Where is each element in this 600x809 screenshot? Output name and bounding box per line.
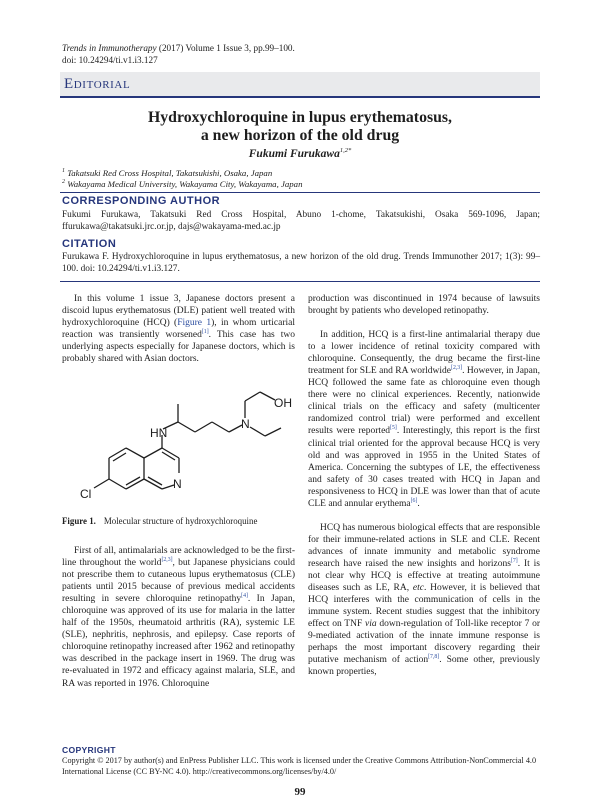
author-line: [60, 147, 540, 160]
ref-link[interactable]: [4]: [241, 593, 248, 600]
journal-name: Trends in Immunotherapy: [62, 43, 157, 53]
ref-link[interactable]: [6]: [410, 497, 418, 504]
col1-paragraph-2: [62, 545, 295, 690]
ref-link[interactable]: [7]: [510, 557, 518, 564]
text-segment: . It is not clear why HCQ is effective at treating autoimmune diseases such as LE, RA,: [308, 558, 541, 594]
affiliation-1-mark: 1: [62, 168, 65, 174]
ref-link[interactable]: [7,8]: [428, 654, 440, 661]
corresponding-text: Fukumi Furukawa, Takatsuki Red Cross Hospital, Abuno 1-chome, Takatsukishi, Osaka 569-1096, Japan; ffurukawa@takatsuki.jrc.or.jp, dajs@wakayama-med.ac.jp: [62, 210, 540, 232]
affiliation-1-text: Takatsuki Red Cross Hospital, Takatsukishi, Osaka, Japan: [67, 167, 273, 178]
affiliation-2-text: Wakayama Medical University, Wakayama City, Wakayama, Japan: [67, 178, 303, 189]
ref-link[interactable]: [1]: [201, 328, 209, 335]
amine-n-label: N: [241, 417, 250, 431]
col2-paragraph-0: production was discontinued in 1974 because of lawsuits brought by patients who developed retinopathy.: [308, 294, 540, 317]
oh-label: OH: [274, 396, 292, 410]
text-segment: In addition, HCQ is a first-line antimalarial therapy due to a lower incidence of retinal toxicity compared with chloroquine. Consequently, the drug became the first-line treatment for SLE and RA worldwide: [308, 330, 540, 377]
text-segment: . This case has two underlying aspects especially for Japanese doctors, which is probably shared with Asian doctors.: [62, 330, 295, 365]
title-line-1: Hydroxychloroquine in lupus erythematosus,: [148, 109, 452, 126]
text-segment: down-regulation of Toll-like receptor 7 or 9-mediated activation of the innate immune response is perhaps the most important discovery regarding their putative mechanism of action: [308, 619, 540, 666]
section-label: Editorial: [64, 76, 131, 92]
figure-1-link[interactable]: Figure 1: [177, 318, 212, 329]
author-name: Fukumi Furukawa: [248, 147, 340, 160]
affiliation-2-mark: 2: [62, 179, 65, 185]
text-segment: etc: [412, 583, 424, 594]
copyright-heading: COPYRIGHT: [62, 745, 116, 755]
affiliation-2: [62, 177, 302, 190]
hn-label: HN: [150, 426, 168, 440]
citation-text: Furukawa F. Hydroxychloroquine in lupus erythematosus, a new horizon of the old drug. Trends Immunother 2017; 1(3): 99–100. doi: 10.24294/ti.v1.i3.127.: [62, 252, 540, 274]
figure-caption-label: Figure 1.: [62, 516, 96, 526]
article-title: [60, 109, 540, 145]
page-number: 99: [294, 786, 306, 798]
text-segment: In this volume 1 issue 3, Japanese doctors present a discoid lupus erythematosus (DLE) patient well treated with hydroxychloroquine (HCQ) (: [62, 294, 295, 329]
copyright-text: Copyright © 2017 by author(s) and EnPress Publisher LLC. This work is licensed under the Creative Commons Attribution-NonCommercial 4.0 International License (CC BY-NC 4.0). http://creativecommons.org/licenses/by/4.0/: [62, 756, 537, 776]
text-segment: ), in whom urticarial reaction was transiently worsened: [62, 318, 295, 341]
figure-caption: [62, 516, 257, 526]
author-marks: 1,2*: [339, 147, 352, 154]
text-segment: HCQ has numerous biological effects that are responsible for their immune-related actions in SLE and CLE. Recent advances of innate immunity and metabolic syndrome research have raised the new insights and horizons: [308, 522, 540, 569]
journal-doi: doi: 10.24294/ti.v1.i3.127: [62, 54, 158, 65]
text-segment: . However, it is believed that HCQ interferes with the communication of cells in the immune system. Recent studies suggest that the inhibitory effect on TNF: [308, 583, 541, 630]
text-segment: . However, in Japan, HCQ followed the same fate as chloroquine even though there were no clinical experiences. Recently, nationwide clinical trials on the efficacy and safety (multicenter randomized control trial) were performed and excellent results were reported: [308, 366, 540, 437]
section-banner: [60, 72, 540, 98]
text-segment: .: [417, 498, 420, 509]
text-segment: . In Japan, chloroquine was approved of its use for malaria in the latter half of the 1950s, rheumatoid arthritis (RA), systemic LE (SLE), nephritis, nephrosis, and epilepsy. Case reports of chloroquine retinopathy increased after 1962 and retinopathy was described in the package insert in 1969. The drug was re-evaluated in 1972 and efficacy against malaria, SLE, and RA was reported in 1976. Chloroquine: [62, 594, 295, 689]
journal-issue: (2017) Volume 1 Issue 3, pp.99–100.: [156, 43, 295, 53]
figure-caption-text: Molecular structure of hydroxychloroquine: [103, 516, 258, 526]
text-segment: . Some other, previously known properties,: [308, 655, 540, 678]
text-segment: . Interestingly, this report is the first clinical trial oriented for the approval because HCQ is very old and was approved in 1955 in the United States of America. Concerning the subtypes of LE, the effectiveness and safety of 30 cases treated with HCQ in Japan and responsiveness to HCQ in DLE was lower than that of acute CLE and annular erythema: [308, 426, 540, 509]
divider-top: [60, 192, 540, 193]
text-segment: First of all, antimalarials are acknowledged to be the first-line throughout the world: [62, 546, 295, 569]
divider-bottom: [60, 281, 540, 282]
ring-n-label: N: [173, 477, 182, 491]
corresponding-heading: CORRESPONDING AUTHOR: [62, 195, 221, 207]
cl-label: Cl: [80, 487, 92, 501]
ref-link[interactable]: [2,3]: [161, 556, 173, 563]
col2-text: [308, 293, 540, 678]
molecule-figure: [62, 385, 295, 510]
title-line-2: a new horizon of the old drug: [200, 127, 400, 144]
journal-header: [62, 43, 295, 66]
ref-link[interactable]: [2,3]: [451, 365, 463, 372]
col2-paragraph-1: [308, 329, 540, 510]
citation-heading: CITATION: [62, 238, 117, 250]
text-segment: , but Japanese physicians could not prescribe them to cutaneous lupus erythematosus (CLE) patients until 2015 because of previous medical accidents resulting in severe chloroquine retinopathy: [62, 558, 295, 605]
col2-paragraph-2: [308, 522, 540, 679]
col1-paragraph-1: [62, 293, 295, 365]
ref-link[interactable]: [5]: [390, 425, 397, 432]
text-segment: via: [364, 619, 377, 630]
